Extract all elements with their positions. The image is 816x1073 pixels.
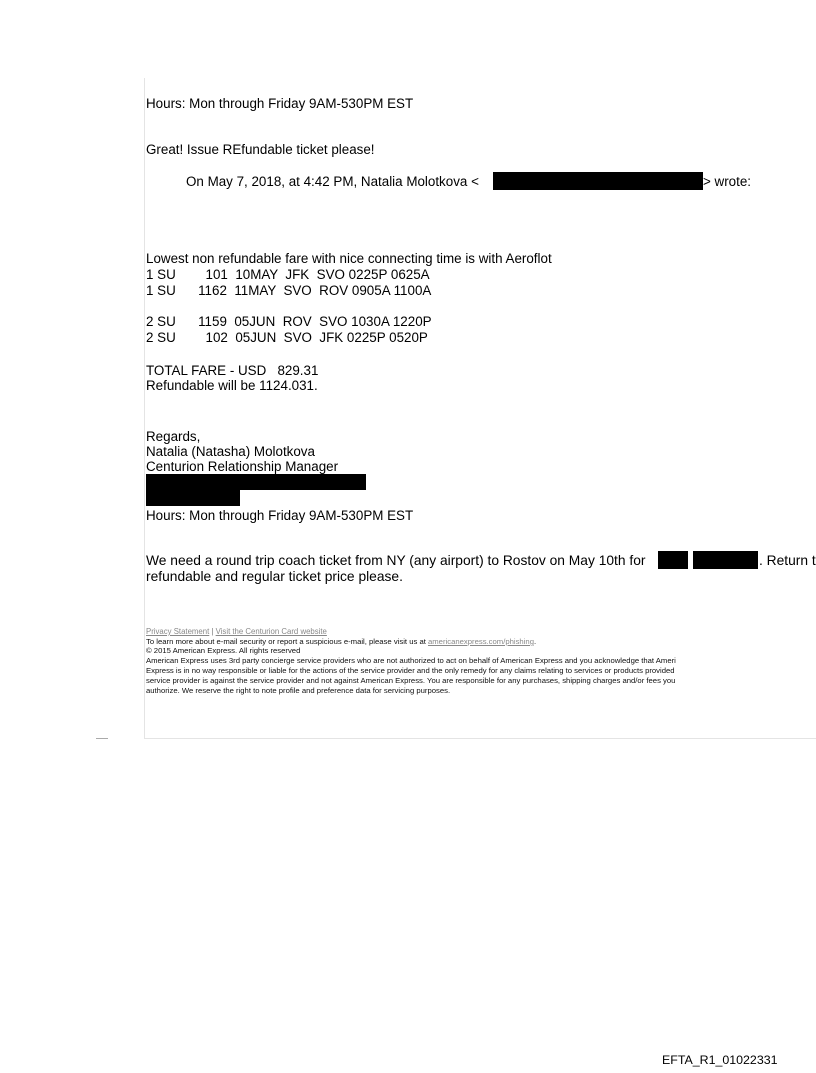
itinerary-segment-4: 2 SU 102 05JUN SVO JFK 0225P 0520P: [146, 330, 428, 345]
bates-number: EFTA_R1_01022331: [662, 1053, 778, 1067]
footer-links: [146, 627, 327, 636]
footer-security-text: To learn more about e-mail security or report a suspicious e-mail, please visit us at: [146, 637, 428, 646]
centurion-website-link[interactable]: Visit the Centurion Card website: [215, 627, 327, 636]
footer-copyright: © 2015 American Express. All rights reserved: [146, 646, 301, 655]
quote-header-prefix: On May 7, 2018, at 4:42 PM, Natalia Molotkova <: [186, 174, 479, 189]
footer-security-end: .: [533, 637, 537, 646]
redaction-email-address: [493, 172, 703, 190]
footer-security-line: [146, 637, 536, 646]
footer-disclaimer-line-2: Express is in no way responsible or liable for the actions of the service provider and the only remedy for any claims relating to services or products provided: [146, 666, 675, 675]
margin-divider: [96, 738, 108, 739]
footer-disclaimer-line-1: American Express uses 3rd party concierge service providers who are not authorized to act on behalf of American Express and you acknowledge that Ameri: [146, 656, 676, 665]
request-line-2: refundable and regular ticket price please.: [146, 569, 403, 584]
redaction-traveler-first-name: [658, 551, 688, 569]
hours-top: Hours: Mon through Friday 9AM-530PM EST: [146, 96, 414, 111]
redaction-signature-line-1: [146, 474, 366, 490]
redaction-signature-line-2: [146, 490, 240, 506]
footer-link-separator: |: [209, 627, 216, 636]
footer-disclaimer-line-4: authorize. We reserve the right to note profile and preference data for servicing purposes.: [146, 686, 451, 695]
fare-intro-line: Lowest non refundable fare with nice connecting time is with Aeroflot: [146, 251, 552, 266]
itinerary-segment-2: 1 SU 1162 11MAY SVO ROV 0905A 1100A: [146, 283, 432, 298]
refundable-note: Refundable will be 1124.031.: [146, 378, 318, 393]
signature-hours: Hours: Mon through Friday 9AM-530PM EST: [146, 508, 414, 523]
signature-title: Centurion Relationship Manager: [146, 459, 339, 474]
request-line-1-end: . Return t: [759, 553, 816, 568]
request-line-1: We need a round trip coach ticket from NY (any airport) to Rostov on May 10th for: [146, 553, 646, 568]
redaction-traveler-last-name: [693, 551, 758, 569]
itinerary-segment-3: 2 SU 1159 05JUN ROV SVO 1030A 1220P: [146, 314, 432, 329]
phishing-link[interactable]: americanexpress.com/phishing: [428, 637, 534, 646]
itinerary-segment-1: 1 SU 101 10MAY JFK SVO 0225P 0625A: [146, 267, 430, 282]
footer-disclaimer-line-3: service provider is against the service provider and not against American Express. You are responsible for any purchases, shipping charges and/or fees you: [146, 676, 676, 685]
signature-name: Natalia (Natasha) Molotkova: [146, 444, 315, 459]
privacy-statement-link[interactable]: Privacy Statement: [146, 627, 210, 636]
quote-header-suffix: > wrote:: [703, 174, 752, 189]
reply-message: Great! Issue REfundable ticket please!: [146, 142, 375, 157]
signature-closing: Regards,: [146, 429, 201, 444]
total-fare: TOTAL FARE - USD 829.31: [146, 363, 319, 378]
